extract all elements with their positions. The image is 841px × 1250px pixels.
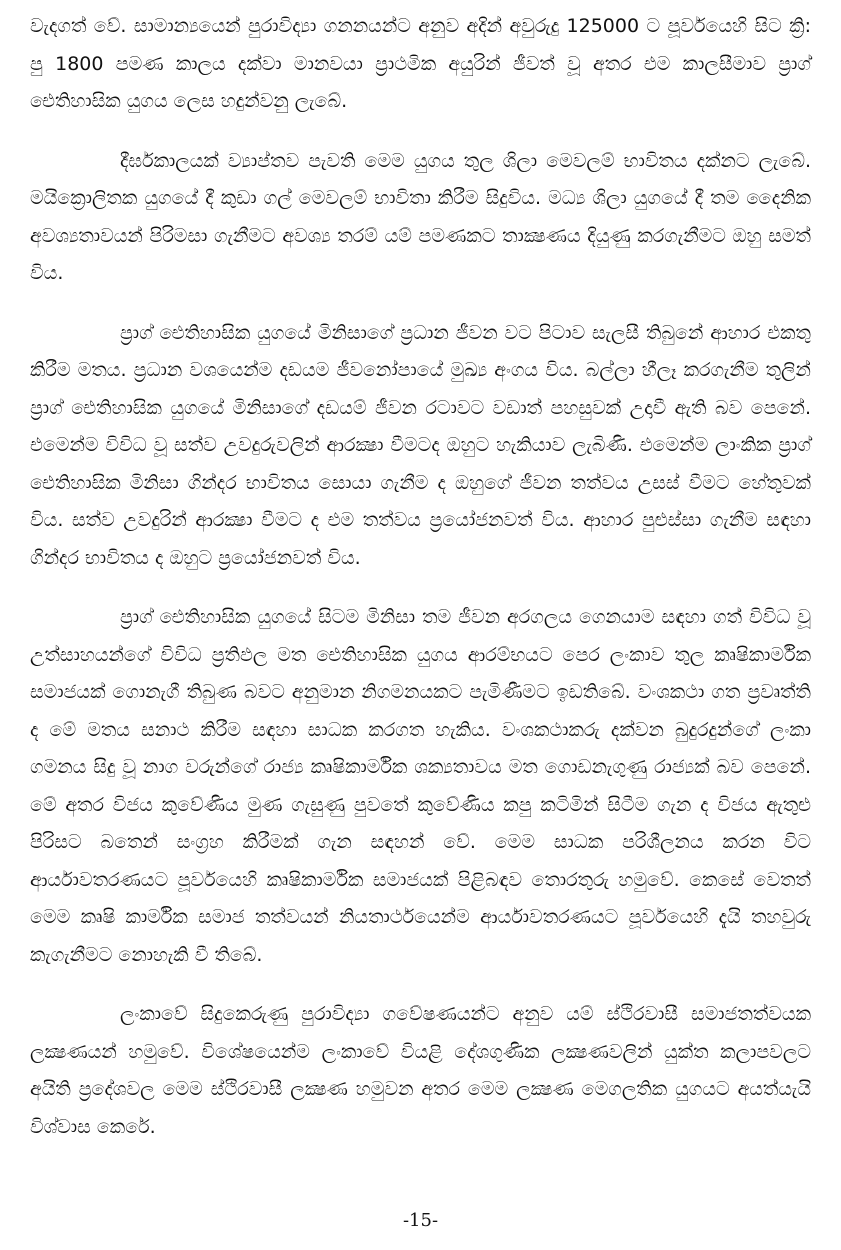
paragraph-1: වැදගත් වේ. සාමාන්‍යයෙන් පුරාවිද්‍යා ගනනයන්ට අනුව අදින් අවුරුදු 125000 ට පූර්වයෙහි සිට ක්‍රි: පු 1800 පමණ කාලය දක්වා මානවයා ප්‍රාථමික අයුරින් ජීවත් වූ අතර එම කාලසීමාව ප්‍රාග් ඓතිහාසික යුගය ලෙස හදුන්වනු ලැබේ.: [30, 15, 811, 112]
paragraph-2: දීර්ඝකාලයක් ව්‍යාප්තව පැවති මෙම යුගය තුල ශිලා මෙවලම් භාවිතය දක්නට ලැබේ. මයික්‍රොලිතක යුගයේ දී කුඩා ගල් මෙවලම් භාවිතා කිරීම සිදුවිය. මධ්‍ය ශිලා යුගයේ දී තම දෛනික අවශ්‍යතාවයන් පිරිමසා ගැනීමට අවශ්‍ය තරම් යම් පමණකට තාක්‍ෂණය දියුණු කරගැනීමට ඔහු සමත් විය.: [30, 149, 811, 284]
paragraph-3: ප්‍රාග් ඓතිහාසික යුගයේ මිනිසාගේ ප්‍රධාන ජීවන වට පිටාව සැලසී තිබුනේ ආහාර එකතු කිරීම මතය. ප්‍රධාන වශයෙන්ම දඩයම ජීවනෝපායේ මුඛ්‍ය අංගය විය. බල්ලා හීලෑ කරගැනීම තුලින් ප්‍රාග් ඓතිහාසික යුගයේ මිනිසාගේ දඩයම් ජීවන රටාවට වඩාත් පහසුවක් උදාවී ඇති බව පෙනේ. එමෙන්ම විවිධ වූ සත්ව උවදුරුවලින් ආරක්‍ෂා වීමටද ඔහුට හැකියාව ලැබිණි. එමෙන්ම ලාංකික ප්‍රාග් ඓතිහාසික මිනිසා ගින්දර භාවිතය සොයා ගැනීම ද ඔහුගේ ජීවන තත්වය උසස් වීමට හේතුවක් විය. සත්ව උවදුරින් ආරක්‍ෂා වීමට ද එම තත්වය ප්‍රයෝජනවත් විය. ආහාර පුළුස්සා ගැනීම සඳහා ගින්දර භාවිතය ද ඔහුට ප්‍රයෝජනවත් විය.: [30, 321, 811, 569]
paragraph-5: ලංකාවේ සිදුකෙරුණු පුරාවිද්‍යා ගවේෂණයන්ට අනුව යම් ස්ථිරවාසී සමාජතත්වයක ලක්‍ෂණයන් හමුවේ. විශේෂයෙන්ම ලංකාවේ වියළි දේශගුණික ලක්‍ෂණවලින් යුක්ත කලාපවලට අයිති ප්‍රදේශවල මෙම ස්ථිරවාසී ලක්‍ෂණ හමුවන අතර මෙම ලක්‍ෂණ මෙගලතික යුගයට අයත්යැයි විශ්වාස කෙරේ.: [30, 1003, 811, 1138]
page-number: -15-: [402, 1210, 439, 1231]
paragraph-4: ප්‍රාග් ඓතිහාසික යුගයේ සිටම මිනිසා තම ජීවන අරගලය ගෙනයාම සඳහා ගත් විවිධ වූ උත්සාහයන්ගේ විවිධ ප්‍රතිඵල මත ඓතිහාසික යුගය ආරම්භයට පෙර ලංකාව තුල කෘෂිකාර්මික සමාජයක් ගොනැගී තිබුණ බවට අනුමාන නිගමනයකට පැමිණීමට ඉඩතිබේ. වංශකථා ගත ප්‍රවෘත්ති ද මේ මතය සනාථ කිරීම සඳහා සාධක කරගත හැකිය. වංශකථාකරු දක්වන බුදුරදුන්ගේ ලංකා ගමනය සිදු වූ නාග වරුන්ගේ රාජ්‍ය කෘෂිකාර්මික ශක්‍යතාවය මත ගොඩනැගුණු රාජ්‍යක් බව පෙනේ. මේ අතර විජය කුවේණිය මුණ ගැසුණු පුවතේ කුවේණිය කපු කටිමින් සිටීම ගැන ද විජය ඇතුළු පිරිසට බතෙන් සංග්‍රහ කිරීමක් ගැන සඳහන් වේ. මෙම සාධක පරිශීලනය කරන විට ආර්යාවතරණයට පූර්වයෙහි කෘෂිකාර්මික සමාජයක් පිළිබඳව තොරතුරු හමුවේ. කෙසේ වෙතත් මෙම කෘෂි කාර්මික සමාජ තත්වයන් නියතාර්ථයෙන්ම ආර්යාවතරණයට පූර්වයෙහි දැයි තහවුරු කැගැනීමට නොහැකි වී තිබේ.: [30, 606, 811, 966]
